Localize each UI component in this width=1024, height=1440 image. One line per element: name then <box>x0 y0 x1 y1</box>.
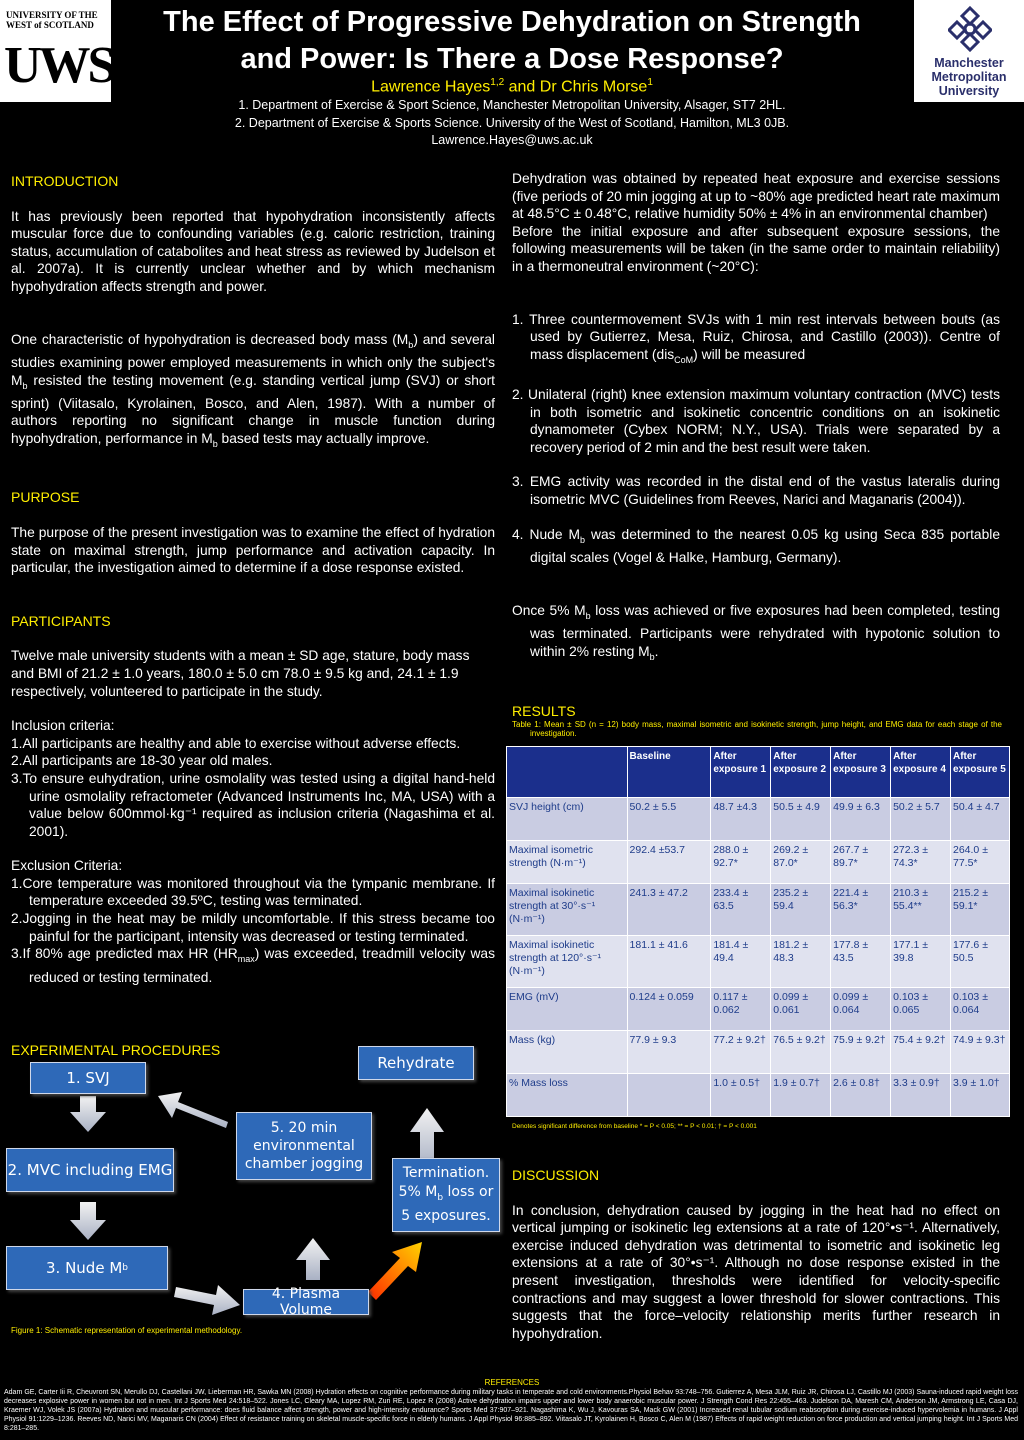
table-row <box>507 798 1010 841</box>
list-item: 3.If 80% age predicted max HR $(HR_{max})$ was exceeded, treadmill velocity was reduced or testing terminated. <box>11 946 495 985</box>
table-header-row <box>507 747 1010 798</box>
table-cell: SVJ height (cm) <box>507 798 628 841</box>
table-cell: 1.0 ± 0.5† <box>711 1074 771 1117</box>
poster-title: The Effect of Progressive Dehydration on Strength and Power: Is There a Dose Response? <box>163 6 861 75</box>
table-cell: 50.2 ± 5.5 <box>627 798 711 841</box>
table-header-cell: Baseline <box>627 747 711 798</box>
table-cell: 177.1 ± 39.8 <box>891 936 951 988</box>
step-termination: Termination. 5% $M_b$ loss or 5 exposures. <box>392 1158 500 1232</box>
results-heading: RESULTS <box>512 703 576 719</box>
table-cell: 264.0 ± 77.5* <box>951 841 1010 884</box>
table-cell: 292.4 ±53.7 <box>627 841 711 884</box>
table-cell: 267.7 ± 89.7* <box>831 841 891 884</box>
list-item: 2.All participants are 18-30 year old males. <box>11 753 273 769</box>
table-cell: 0.103 ± 0.065 <box>891 988 951 1031</box>
table-cell: 50.4 ± 4.7 <box>951 798 1010 841</box>
intro-paragraph-1: It has previously been reported that hypohydration inconsistently affects muscular force due to confounding variables (e.g. caloric restriction, training status, accumulation of catabolites and heat stress as reviewed by Judelson et al. 2007a). It is currently unclear whether and by which mechanism hypohydration affects strength and power. <box>11 208 495 294</box>
table-header-cell: After exposure 3 <box>831 747 891 798</box>
table-cell: 0.103 ± 0.064 <box>951 988 1010 1031</box>
references-text: Adam GE, Carter Iii R, Cheuvront SN, Merullo DJ, Castellani JW, Lieberman HR, Sawka MN (2008) Hydration effects on cognitive performance during military tasks in temperate and cold environments.Physiol Behav 93:748–756. Gutierrez A, Mesa JLM, Ruiz JR, Chirosa LJ, Castillo MJ (2003) Sauna-induced rapid weight loss decreases explosive power in women but not in men. Int J Sports Med 24:518–522. Jones LC, Cleary MA, Lopez RM, Zuri RE, Lopez R (2008) Active dehydration impairs upper and lower body anaerobic muscular power. J Strength Cond Res 22:455–463. Judelson DA, Maresh CM, Anderson JM, Armstrong LE, Casa DJ, Kraemer WJ, Volek JS (2007a) Hydration and muscular performance: does fluid balance affect strength, power and high-intensity endurance? Sports Med 37:907–921. Nagashima K, Wu J, Kavouras SA, Mack GW (2001) Increased renal tubular sodium reabsorption during exercise-induced hypervolemia in humans. J Appl Physiol 91:1229–1236. Reeves ND, Narici MV, Maganaris CN (2004) Effect of resistance training on skeletal muscle-specific force in elderly humans. J Appl Physiol 96:885–892. Viitasalo JT, Kyrolainen H, Bosco C, Alen M (1987) Effects of rapid weight reduction on force production and vertical jumping height. Int J Sports Med 8:281–285. <box>4 1389 1018 1432</box>
purpose-text: The purpose of the present investigation was to examine the effect of hydration state on maximal strength, jump performance and activation capacity. In particular, the investigation aimed to determine if a dose response existed. <box>11 524 495 576</box>
table-cell: % Mass loss <box>507 1074 628 1117</box>
table-cell: 233.4 ± 63.5 <box>711 884 771 936</box>
table-cell: 269.2 ± 87.0* <box>771 841 831 884</box>
table-cell: 75.9 ± 9.2† <box>831 1031 891 1074</box>
participants-heading: PARTICIPANTS <box>11 612 111 629</box>
table-cell: 288.0 ± 92.7* <box>711 841 771 884</box>
table-cell: 75.4 ± 9.2† <box>891 1031 951 1074</box>
mmu-logo: Manchester Metropolitan University <box>914 0 1024 102</box>
list-item: 1.All participants are healthy and able to exercise without adverse effects. <box>11 735 461 751</box>
discussion <box>512 1167 1000 1342</box>
step-mvc: 2. MVC including EMG <box>6 1148 174 1192</box>
step-svj: 1. SVJ <box>30 1062 146 1094</box>
step-plasma-volume: 4. Plasma Volume <box>243 1289 369 1315</box>
list-item: 3. EMG activity was recorded in the distal end of the vastus lateralis during isometric MVC (Guidelines from Reeves, Narici and Maganaris (2004)). <box>512 474 1000 508</box>
table-cell: 181.4 ± 49.4 <box>711 936 771 988</box>
participants-text: Twelve male university students with a mean ± SD age, stature, body mass and BMI of 21.2 ± 1.0 years, 180.0 ± 5.0 cm 78.0 ± 9.5 kg and, 24.1 ± 1.9 respectively, volunteered to participate in the study. <box>11 648 470 699</box>
arrow-down-2 <box>70 1202 106 1240</box>
purpose-heading: PURPOSE <box>11 489 80 506</box>
table-cell: 3.3 ± 0.9† <box>891 1074 951 1117</box>
table-cell: 49.9 ± 6.3 <box>831 798 891 841</box>
list-item: 3.To ensure euhydration, urine osmolality was tested using a digital hand-held urine osmolality refractometer (Advanced Instruments Inc, MA, USA) with a value below 600mmol·kg⁻¹ required as inclusion criteria (Nagashima et al. 2001). <box>11 770 495 839</box>
table-cell: Maximal isokinetic strength at 30°·s⁻¹ (N·m⁻¹) <box>507 884 628 936</box>
table-cell: 0.099 ± 0.061 <box>771 988 831 1031</box>
measurements-list <box>512 311 1000 567</box>
table-cell: 50.2 ± 5.7 <box>891 798 951 841</box>
table-cell: 77.9 ± 9.3 <box>627 1031 711 1074</box>
table-footnote: Denotes significant difference from baseline * = P < 0.05; ** = P < 0.01; † = P < 0.001 <box>512 1123 757 1130</box>
results-table <box>506 746 1010 1117</box>
table-row <box>507 988 1010 1031</box>
inclusion-heading: Inclusion criteria: <box>11 718 115 734</box>
table-row <box>507 841 1010 884</box>
procedures-heading: EXPERIMENTAL PROCEDURES <box>11 1042 221 1058</box>
table-cell <box>627 1074 711 1117</box>
table-cell: 215.2 ± 59.1* <box>951 884 1010 936</box>
table-cell: 1.9 ± 0.7† <box>771 1074 831 1117</box>
discussion-heading: DISCUSSION <box>512 1167 600 1183</box>
discussion-text: In conclusion, dehydration caused by jogging in the heat had no effect on vertical jumping or isokinetic leg extensions at a rate of 120°•s⁻¹. Alternatively, exercise induced dehydration was detrimental to isometric and isokinetic leg extensions at a rate of 30°•s⁻¹. Although no dose response existed in the present investigation, thresholds were identified for velocity-specific contractions and may suggest a lower threshold for slower contractions. This suggests that the force–velocity relationship merits further research in hypohydration. <box>512 1202 1000 1341</box>
methods-paragraph-3: Once 5% $M_b$ loss was achieved or five exposures had been completed, testing was terminated. Participants were rehydrated with hypotonic solution to within 2% resting $M_b$. <box>512 602 1001 662</box>
table-cell: Maximal isokinetic strength at 120°·s⁻¹ (N·m⁻¹) <box>507 936 628 988</box>
table-header-cell: After exposure 2 <box>771 747 831 798</box>
step-nude-mass: 3. Nude M b <box>6 1246 168 1290</box>
arrow-up-to-jogging <box>296 1238 330 1280</box>
figure-caption: Figure 1: Schematic representation of experimental methodology. <box>11 1326 243 1335</box>
affiliation-2: 2. Department of Exercise & Sports Science. University of the West of Scotland, Hamilton, ML3 0JB. <box>234 116 790 130</box>
exclusion-heading: Exclusion Criteria: <box>11 858 123 874</box>
table-cell: 3.9 ± 1.0† <box>951 1074 1010 1117</box>
inclusion-list <box>11 735 495 841</box>
list-item: 2. Unilateral (right) knee extension maximum voluntary contraction (MVC) tests in both isometric and isokinetic concentric conditions on an isokinetic dynamometer (Cybex NORM; N.Y., USA). Trials were separated by a recovery period of 2 min and the best result were taken. <box>512 387 1000 455</box>
arrow-back-to-svj <box>158 1092 228 1128</box>
table-row <box>507 1031 1010 1074</box>
references-heading: REFERENCES <box>484 1378 540 1387</box>
table-cell: 235.2 ± 59.4 <box>771 884 831 936</box>
table-header-cell <box>507 747 628 798</box>
methods-paragraph-1: Dehydration was obtained by repeated heat exposure and exercise sessions (five periods of 20 min jogging at up to ~80% age predicted heart rate maximum at 48.5°C ± 0.48°C, relative humidity 50% ± 4% in an environmental chamber) <box>512 171 1000 222</box>
table-header-cell: After exposure 1 <box>711 747 771 798</box>
table-cell: 77.2 ± 9.2† <box>711 1031 771 1074</box>
arrow-down-1 <box>70 1096 106 1132</box>
table-cell: 181.2 ± 48.3 <box>771 936 831 988</box>
table-cell: 0.124 ± 0.059 <box>627 988 711 1031</box>
table-cell: 76.5 ± 9.2† <box>771 1031 831 1074</box>
table-cell: 50.5 ± 4.9 <box>771 798 831 841</box>
table-row <box>507 884 1010 936</box>
table-cell: 0.099 ± 0.064 <box>831 988 891 1031</box>
table-cell: 210.3 ± 55.4** <box>891 884 951 936</box>
list-item: 2.Jogging in the heat may be mildly uncomfortable. If this stress became too painful for the participant, intensity was decreased or testing terminated. <box>11 911 495 944</box>
list-item: 1. Three countermovement SVJs with 1 min rest intervals between bouts (as used by Gutierrez, Mesa, Ruiz, Chirosa, and Castillo (2003)). Centre of mass displacement (dis$_{CoM}$) will be measured <box>512 311 1000 365</box>
table-cell: Mass (kg) <box>507 1031 628 1074</box>
table-header-cell: After exposure 4 <box>891 747 951 798</box>
table-cell: 181.1 ± 41.6 <box>627 936 711 988</box>
step-chamber-jogging: 5. 20 min environmental chamber jogging <box>236 1112 372 1180</box>
table-cell: EMG (mV) <box>507 988 628 1031</box>
exclusion-list <box>11 875 495 986</box>
table-cell: 74.9 ± 9.3† <box>951 1031 1010 1074</box>
left-column <box>11 173 495 986</box>
table-cell: 2.6 ± 0.8† <box>831 1074 891 1117</box>
table-cell: 177.8 ± 43.5 <box>831 936 891 988</box>
mmu-crest-icon <box>948 4 992 52</box>
table-cell: 0.117 ± 0.062 <box>711 988 771 1031</box>
step-rehydrate: Rehydrate <box>358 1046 474 1080</box>
table-cell: Maximal isometric strength (N·m⁻¹) <box>507 841 628 884</box>
table-cell: 177.6 ± 50.5 <box>951 936 1010 988</box>
authors: Lawrence Hayes$^{1,2}$ and Dr Chris Morse$^1$ <box>371 77 653 96</box>
table-caption: Table 1: Mean ± SD (n = 12) body mass, maximal isometric and isokinetic strength, jump height, and EMG data for each stage of the investigation. <box>512 720 1002 738</box>
intro-paragraph-2: One characteristic of hypohydration is decreased body mass $(M_b)$ and several studies examining power employed measurements in which only the subject's $M_b$ resisted the testing movement (e.g. standing vertical jump (SVJ) or short sprint) (Viitasalo, Kyrolainen, Bosco, and Alen, 1987). With a number of authors reporting no significant change in muscle function during hypohydration, performance in $M_b$ based tests may actually improve. <box>11 331 496 449</box>
affiliation-1: 1. Department of Exercise & Sport Science, Manchester Metropolitan University, Alsager, ST7 2HL. <box>238 98 786 112</box>
uws-logo: UNIVERSITY OF THE WEST of SCOTLAND UWS <box>0 0 111 102</box>
arrow-fire-termination <box>368 1242 422 1300</box>
table-cell: 48.7 ±4.3 <box>711 798 771 841</box>
list-item: 1.Core temperature was monitored throughout via the tympanic membrane. If temperature exceeded 39.5ºC, testing was terminated. <box>11 875 495 909</box>
table-cell: 221.4 ± 56.3* <box>831 884 891 936</box>
table-header-cell: After exposure 5 <box>951 747 1010 798</box>
intro-heading: INTRODUCTION <box>11 173 119 189</box>
table-row <box>507 1074 1010 1117</box>
methods-column <box>512 170 1000 666</box>
methods-paragraph-2: Before the initial exposure and after subsequent exposure sessions, the following measurements will be taken (in the same order to maintain reliability) in a thermoneutral environment (~20°C): <box>512 223 1000 274</box>
table-cell: 272.3 ± 74.3* <box>891 841 951 884</box>
table-cell: 241.3 ± 47.2 <box>627 884 711 936</box>
table-row <box>507 936 1010 988</box>
list-item: 4. Nude $M_b$ was determined to the nearest 0.05 kg using Seca 835 portable digital scales (Vogel & Halke, Hamburg, Germany). <box>512 526 1000 565</box>
arrow-to-plasma <box>174 1285 240 1315</box>
email: Lawrence.Hayes@uws.ac.uk <box>431 133 593 147</box>
